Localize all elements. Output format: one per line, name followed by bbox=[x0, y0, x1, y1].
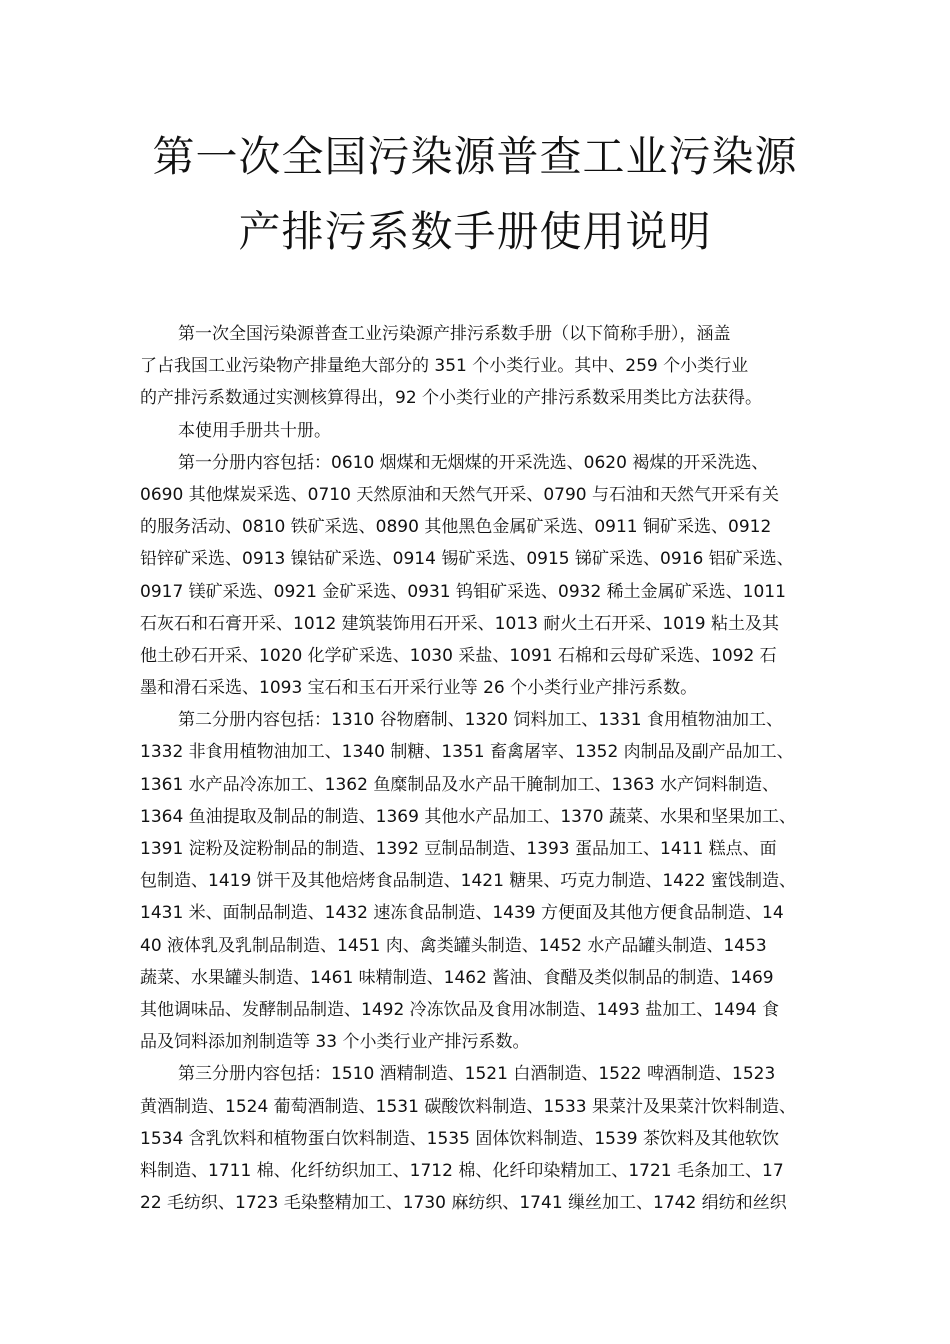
text-line: 1364 鱼油提取及制品的制造、1369 其他水产品加工、1370 蔬菜、水果和坚果加工、 bbox=[140, 806, 797, 827]
text-line: 22 毛纺织、1723 毛染整精加工、1730 麻纺织、1741 缫丝加工、1742 绢纺和丝织 bbox=[140, 1193, 787, 1214]
document-title-line-1: 第一次全国污染源普查工业污染源 bbox=[152, 132, 798, 181]
paragraph-first-line: 第一分册内容包括：0610 烟煤和无烟煤的开采洗选、0620 褐煤的开采洗选、 bbox=[178, 452, 769, 473]
text-line: 料制造、1711 棉、化纤纺织加工、1712 棉、化纤印染精加工、1721 毛条加工、17 bbox=[140, 1160, 784, 1181]
text-line: 其他调味品、发酵制品制造、1492 冷冻饮品及食用冰制造、1493 盐加工、1494 食 bbox=[140, 999, 780, 1020]
text-line: 品及饲料添加剂制造等 33 个小类行业产排污系数。 bbox=[140, 1032, 530, 1053]
text-line: 了占我国工业污染物产排量绝大部分的 351 个小类行业。其中、259 个小类行业 bbox=[140, 356, 749, 377]
text-line: 40 液体乳及乳制品制造、1451 肉、禽类罐头制造、1452 水产品罐头制造、1453 bbox=[140, 935, 767, 956]
text-line: 蔬菜、水果罐头制造、1461 味精制造、1462 酱油、食醋及类似制品的制造、1469 bbox=[140, 967, 774, 988]
text-line: 1332 非食用植物油加工、1340 制糖、1351 畜禽屠宰、1352 肉制品及副产品加工、 bbox=[140, 742, 794, 763]
paragraph-first-line: 第二分册内容包括：1310 谷物磨制、1320 饲料加工、1331 食用植物油加工、 bbox=[178, 710, 784, 731]
text-line: 的服务活动、0810 铁矿采选、0890 其他黑色金属矿采选、0911 铜矿采选、0912 bbox=[140, 517, 772, 538]
text-line: 他土砂石开采、1020 化学矿采选、1030 采盐、1091 石棉和云母矿采选、1092 石 bbox=[140, 645, 777, 666]
text-line: 1361 水产品冷冻加工、1362 鱼糜制品及水产品干腌制加工、1363 水产饲料制造、 bbox=[140, 774, 780, 795]
text-line: 铅锌矿采选、0913 镍钴矿采选、0914 锡矿采选、0915 锑矿采选、0916 铝矿采选、 bbox=[140, 549, 794, 570]
text-line: 0690 其他煤炭采选、0710 天然原油和天然气开采、0790 与石油和天然气开采有关 bbox=[140, 484, 780, 505]
text-line: 墨和滑石采选、1093 宝石和玉石开采行业等 26 个小类行业产排污系数。 bbox=[140, 678, 698, 699]
text-line: 1391 淀粉及淀粉制品的制造、1392 豆制品制造、1393 蛋品加工、1411 糕点、面 bbox=[140, 839, 777, 859]
text-line: 1534 含乳饮料和植物蛋白饮料制造、1535 固体饮料制造、1539 茶饮料及其他软饮 bbox=[140, 1128, 780, 1149]
text-line: 包制造、1419 饼干及其他焙烤食品制造、1421 糖果、巧克力制造、1422 蜜饯制造、 bbox=[140, 871, 797, 892]
body-text bbox=[140, 318, 830, 1219]
text-line: 石灰石和石膏开采、1012 建筑装饰用石开采、1013 耐火土石开采、1019 粘土及其 bbox=[140, 613, 780, 634]
paragraph-first-line: 第一次全国污染源普查工业污染源产排污系数手册（以下简称手册），涵盖 bbox=[178, 324, 731, 344]
text-line: 1431 米、面制品制造、1432 速冻食品制造、1439 方便面及其他方便食品制造、14 bbox=[140, 903, 784, 924]
document-title-line-2: 产排污系数手册使用说明 bbox=[238, 207, 712, 256]
paragraph-first-line: 本使用手册共十册。 bbox=[178, 420, 331, 441]
paragraph-first-line: 第三分册内容包括：1510 酒精制造、1521 白酒制造、1522 啤酒制造、1523 bbox=[178, 1064, 776, 1085]
text-line: 黄酒制造、1524 葡萄酒制造、1531 碳酸饮料制造、1533 果菜汁及果菜汁饮料制造、 bbox=[140, 1096, 797, 1117]
text-line: 0917 镁矿采选、0921 金矿采选、0931 钨钼矿采选、0932 稀土金属矿采选、1011 bbox=[140, 581, 786, 602]
text-line: 的产排污系数通过实测核算得出，92 个小类行业的产排污系数采用类比方法获得。 bbox=[140, 388, 763, 409]
